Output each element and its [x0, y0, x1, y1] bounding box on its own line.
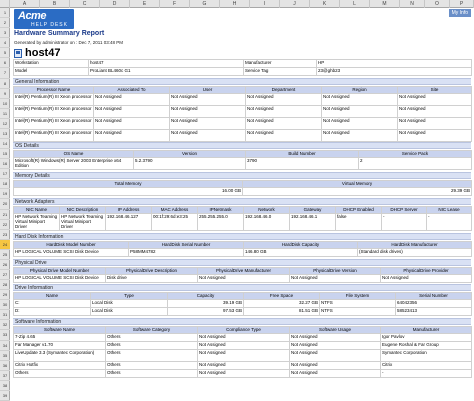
column-header: File System: [320, 293, 396, 300]
table-cell[interactable]: HP LOGICAL VOLUME SCSI Disk Device: [14, 275, 106, 283]
workstation-info-table: [13, 59, 472, 76]
row-header[interactable]: 6: [0, 58, 10, 68]
section-os: OS Details: [13, 142, 471, 149]
table-cell[interactable]: 29.39 GB: [243, 188, 472, 196]
col-header[interactable]: K: [310, 0, 340, 8]
table-cell[interactable]: Local Disk: [91, 308, 168, 316]
table-cell[interactable]: Disk drive: [106, 275, 198, 283]
col-header[interactable]: I: [250, 0, 280, 8]
os-details-table: [13, 150, 472, 170]
table-cell[interactable]: Not Assigned: [94, 106, 170, 118]
column-header: HardDisk Capacity: [244, 242, 358, 249]
table-cell[interactable]: Not Assigned: [246, 94, 322, 106]
col-header[interactable]: L: [340, 0, 370, 8]
row-header[interactable]: 31: [0, 310, 10, 320]
table-cell[interactable]: LiveUpdate 3.3 (Symantec Corporation): [14, 350, 106, 362]
column-header: Version: [134, 151, 246, 158]
table-cell[interactable]: Not Assigned: [198, 362, 290, 370]
row-header[interactable]: 35: [0, 351, 10, 361]
table-cell[interactable]: (Standard disk drives): [358, 249, 472, 257]
section-general: General Information: [13, 78, 471, 85]
table-cell[interactable]: 39.19 GB: [168, 300, 244, 308]
table-row: [14, 249, 472, 257]
logo-brand: Acme: [18, 10, 46, 22]
physical-drive-table: [13, 267, 472, 283]
table-cell[interactable]: 255.255.255.0: [198, 214, 244, 231]
column-header: MAC Address: [152, 207, 198, 214]
table-cell[interactable]: Others: [106, 362, 198, 370]
memory-details-table: [13, 180, 472, 196]
col-header[interactable]: D: [100, 0, 130, 8]
value-cell[interactable]: 23@ghb23: [317, 68, 472, 76]
label-cell: Workstation: [14, 60, 89, 68]
column-header: Site: [398, 87, 472, 94]
table-cell[interactable]: Others: [14, 370, 106, 378]
row-header[interactable]: 24: [0, 240, 10, 250]
table-cell[interactable]: Igor Pavlov: [381, 334, 472, 342]
table-header-row: [14, 207, 472, 214]
column-header: Service Pack: [359, 151, 472, 158]
table-cell[interactable]: 192.168.46.127: [106, 214, 152, 231]
table-cell[interactable]: Others: [106, 334, 198, 342]
table-header-row: [14, 242, 472, 249]
table-cell[interactable]: Intel(R) Pentium(R) III Xeon processor: [14, 118, 94, 130]
network-adapters-table: [13, 206, 472, 231]
row-header[interactable]: 28: [0, 280, 10, 290]
table-row: [14, 60, 472, 68]
column-header: HardDisk Model Number: [14, 242, 129, 249]
column-header: PhysicalDrive Manufacturer: [198, 268, 290, 275]
label-cell: Manufacturer: [244, 60, 317, 68]
table-cell[interactable]: 7-Zip 4.65: [14, 334, 106, 342]
table-row: [14, 370, 472, 378]
column-header: Capacity: [168, 293, 244, 300]
table-cell[interactable]: 81.51 GB: [244, 308, 320, 316]
table-cell[interactable]: Symantec Corporation: [381, 350, 472, 362]
row-header[interactable]: 9: [0, 89, 10, 99]
table-cell[interactable]: 32.27 GB: [244, 300, 320, 308]
row-header[interactable]: 19: [0, 189, 10, 199]
row-header[interactable]: 14: [0, 139, 10, 149]
table-row: [14, 334, 472, 342]
table-row: [14, 275, 472, 283]
col-header[interactable]: M: [370, 0, 400, 8]
row-header[interactable]: 7: [0, 68, 10, 78]
table-cell[interactable]: Not Assigned: [290, 275, 381, 283]
table-header-row: [14, 181, 472, 188]
table-cell[interactable]: 146.80 GB: [244, 249, 358, 257]
column-header: NIC Lease: [427, 207, 472, 214]
table-cell[interactable]: Not Assigned: [398, 118, 472, 130]
col-header[interactable]: B: [40, 0, 70, 8]
table-cell[interactable]: Not Assigned: [290, 334, 381, 342]
table-cell[interactable]: Not Assigned: [246, 118, 322, 130]
column-header: Serial Number: [396, 293, 472, 300]
table-cell[interactable]: Not Assigned: [398, 106, 472, 118]
row-header[interactable]: 1: [0, 8, 10, 18]
row-header[interactable]: 20: [0, 199, 10, 209]
row-header[interactable]: 34: [0, 341, 10, 351]
table-row: [14, 214, 472, 231]
table-cell[interactable]: 00:1f:29:6d:e3:25: [152, 214, 198, 231]
column-header: Build Number: [246, 151, 359, 158]
table-cell[interactable]: Others: [106, 350, 198, 362]
table-row: [14, 308, 472, 316]
value-cell[interactable]: ProLiant BL460c G1: [89, 68, 244, 76]
table-cell[interactable]: Far Manager v1.70: [14, 342, 106, 350]
table-cell[interactable]: Not Assigned: [290, 362, 381, 370]
table-cell[interactable]: Not Assigned: [398, 130, 472, 142]
computer-icon: [14, 49, 22, 58]
table-cell[interactable]: Intel(R) Pentium(R) III Xeon processor: [14, 130, 94, 142]
label-cell: Service Tag: [244, 68, 317, 76]
column-header: HardDisk Serial Number: [129, 242, 244, 249]
value-cell[interactable]: HP: [317, 60, 472, 68]
col-header[interactable]: C: [70, 0, 100, 8]
column-header: Network: [244, 207, 290, 214]
column-header: DHCP Server: [382, 207, 427, 214]
col-header[interactable]: O: [425, 0, 450, 8]
col-header[interactable]: A: [10, 0, 40, 8]
table-cell[interactable]: Intel(R) Pentium(R) III Xeon processor: [14, 94, 94, 106]
section-memory: Memory Details: [13, 172, 471, 179]
column-header: Software Name: [14, 327, 106, 334]
row-header[interactable]: 12: [0, 119, 10, 129]
row-header[interactable]: 23: [0, 230, 10, 240]
row-header[interactable]: 26: [0, 260, 10, 270]
table-cell[interactable]: Not Assigned: [198, 275, 290, 283]
table-cell[interactable]: NTFS: [320, 300, 396, 308]
table-cell[interactable]: 64042356: [396, 300, 472, 308]
table-cell[interactable]: 5.2.3790: [134, 158, 246, 170]
table-row: [14, 342, 472, 350]
row-header[interactable]: 21: [0, 210, 10, 220]
table-row: [14, 158, 472, 170]
table-cell[interactable]: Not Assigned: [94, 118, 170, 130]
host-name: host47: [25, 47, 61, 59]
table-cell[interactable]: Not Assigned: [290, 342, 381, 350]
col-header[interactable]: P: [450, 0, 474, 8]
col-header[interactable]: E: [130, 0, 160, 8]
table-cell[interactable]: NTFS: [320, 308, 396, 316]
column-header: NIC Name: [14, 207, 60, 214]
column-header: IP Address: [106, 207, 152, 214]
table-cell[interactable]: Others: [106, 370, 198, 378]
table-row: [14, 94, 472, 106]
col-header[interactable]: G: [190, 0, 220, 8]
table-cell[interactable]: Not Assigned: [322, 106, 398, 118]
row-header[interactable]: 33: [0, 330, 10, 340]
column-header: Name: [14, 293, 91, 300]
column-header: Associated To: [94, 87, 170, 94]
row-header[interactable]: 2: [0, 18, 10, 28]
table-row: [14, 130, 472, 142]
table-cell[interactable]: Not Assigned: [246, 130, 322, 142]
row-header[interactable]: 36: [0, 361, 10, 371]
table-cell[interactable]: -: [381, 370, 472, 378]
col-header[interactable]: F: [160, 0, 190, 8]
table-header-row: [14, 327, 472, 334]
row-header[interactable]: 38: [0, 381, 10, 391]
harddisk-table: [13, 241, 472, 257]
table-header-row: [14, 87, 472, 94]
table-cell[interactable]: Not Assigned: [170, 130, 246, 142]
label-cell: Model: [14, 68, 89, 76]
table-cell[interactable]: Local Disk: [91, 300, 168, 308]
table-cell[interactable]: false: [336, 214, 382, 231]
column-header: Compliance Type: [198, 327, 290, 334]
row-header-bar: [0, 8, 10, 401]
section-physical: Physical Drive: [13, 259, 471, 266]
table-cell[interactable]: Not Assigned: [322, 130, 398, 142]
table-cell[interactable]: -: [427, 214, 472, 231]
table-cell[interactable]: 192.168.46.1: [290, 214, 336, 231]
table-cell[interactable]: 2: [359, 158, 472, 170]
row-header[interactable]: 30: [0, 300, 10, 310]
table-cell[interactable]: Not Assigned: [170, 106, 246, 118]
table-cell[interactable]: Microsoft(R) Windows(R) Server 2003 Enterprise x64 Edition: [14, 158, 134, 170]
col-header[interactable]: H: [220, 0, 250, 8]
table-cell[interactable]: Not Assigned: [198, 334, 290, 342]
column-header: IPNetmask: [198, 207, 244, 214]
row-header[interactable]: 27: [0, 270, 10, 280]
column-header: PhysicalDrive Description: [106, 268, 198, 275]
row-header[interactable]: 13: [0, 129, 10, 139]
table-cell[interactable]: Eugene Roshal & Far Group: [381, 342, 472, 350]
drive-info-table: [13, 292, 472, 316]
column-header: Software Usage: [290, 327, 381, 334]
row-header[interactable]: 16: [0, 159, 10, 169]
table-row: [14, 106, 472, 118]
column-header: Manufacturer: [381, 327, 472, 334]
table-cell[interactable]: -: [382, 214, 427, 231]
column-header: PhysicalDrive Version: [290, 268, 381, 275]
row-header[interactable]: 17: [0, 169, 10, 179]
section-software: Software Information: [13, 318, 471, 325]
row-header[interactable]: 11: [0, 109, 10, 119]
row-header[interactable]: 8: [0, 79, 10, 89]
table-cell[interactable]: 192.168.46.0: [244, 214, 290, 231]
table-cell[interactable]: HP Network Teaming Virtual Miniport Driver: [60, 214, 106, 231]
table-cell[interactable]: 16.00 GB: [14, 188, 243, 196]
table-row: [14, 188, 472, 196]
select-all-corner[interactable]: [0, 0, 10, 8]
table-row: [14, 362, 472, 370]
table-cell[interactable]: Citrix: [381, 362, 472, 370]
column-header: OS Name: [14, 151, 134, 158]
logo-sub: HELP DESK: [31, 22, 68, 28]
row-header[interactable]: 37: [0, 371, 10, 381]
table-cell[interactable]: C:: [14, 300, 91, 308]
section-network: Network Adapters: [13, 198, 471, 205]
section-harddisk: Hard Disk Information: [13, 233, 471, 240]
table-cell[interactable]: 97.53 GB: [168, 308, 244, 316]
generated-by: Generated by administrator on : Dec 7, 2011 03:48 PM: [14, 40, 123, 45]
column-header: PhysicalDrive Provider: [381, 268, 472, 275]
table-cell[interactable]: Not Assigned: [322, 94, 398, 106]
column-header: Gateway: [290, 207, 336, 214]
column-header: Virtual Memory: [243, 181, 472, 188]
acme-logo: [14, 9, 74, 29]
table-header-row: [14, 293, 472, 300]
column-header: Software Category: [106, 327, 198, 334]
table-cell[interactable]: Not Assigned: [246, 106, 322, 118]
column-header: Processor Name: [14, 87, 94, 94]
table-cell[interactable]: Not Assigned: [381, 275, 472, 283]
table-cell[interactable]: Not Assigned: [398, 94, 472, 106]
table-cell[interactable]: Not Assigned: [290, 350, 381, 362]
table-cell[interactable]: Not Assigned: [94, 94, 170, 106]
table-header-row: [14, 151, 472, 158]
table-cell[interactable]: 58523413: [396, 308, 472, 316]
table-row: [14, 118, 472, 130]
report-sheet: [11, 8, 473, 401]
table-row: [14, 300, 472, 308]
table-cell[interactable]: P58MM4782: [129, 249, 244, 257]
column-header-bar: [0, 0, 474, 8]
row-header[interactable]: 10: [0, 99, 10, 109]
report-title: Hardware Summary Report: [14, 30, 105, 37]
column-header: Total Memory: [14, 181, 243, 188]
table-row: [14, 350, 472, 362]
column-header: Region: [322, 87, 398, 94]
column-header: Type: [91, 293, 168, 300]
table-cell[interactable]: Others: [106, 342, 198, 350]
row-header[interactable]: 29: [0, 290, 10, 300]
table-cell[interactable]: HP LOGICAL VOLUME SCSI Disk Device: [14, 249, 129, 257]
column-header: DHCP Enabled: [336, 207, 382, 214]
my-info-link[interactable]: My Info: [449, 9, 471, 17]
table-cell[interactable]: Not Assigned: [94, 130, 170, 142]
software-info-table: [13, 326, 472, 378]
column-header: User: [170, 87, 246, 94]
row-header[interactable]: 32: [0, 320, 10, 330]
column-header: Department: [246, 87, 322, 94]
row-header[interactable]: 5: [0, 48, 10, 58]
table-cell[interactable]: Not Assigned: [290, 370, 381, 378]
table-header-row: [14, 268, 472, 275]
table-cell[interactable]: Not Assigned: [198, 370, 290, 378]
value-cell[interactable]: host47: [89, 60, 244, 68]
row-header[interactable]: 25: [0, 250, 10, 260]
row-header[interactable]: 3: [0, 28, 10, 38]
table-cell[interactable]: Not Assigned: [170, 118, 246, 130]
col-header[interactable]: J: [280, 0, 310, 8]
column-header: HardDisk Manufacturer: [358, 242, 472, 249]
table-cell[interactable]: Not Assigned: [170, 94, 246, 106]
table-cell[interactable]: Not Assigned: [198, 342, 290, 350]
general-info-table: [13, 86, 472, 142]
col-header[interactable]: N: [400, 0, 425, 8]
table-cell[interactable]: Not Assigned: [322, 118, 398, 130]
section-drive: Drive Information: [13, 284, 471, 291]
column-header: Free Space: [244, 293, 320, 300]
row-header[interactable]: 18: [0, 179, 10, 189]
table-cell[interactable]: D:: [14, 308, 91, 316]
column-header: Physical Drive Model Number: [14, 268, 106, 275]
row-header[interactable]: 4: [0, 38, 10, 48]
column-header: NIC Description: [60, 207, 106, 214]
table-cell[interactable]: HP Network Teaming Virtual Miniport Driver: [14, 214, 60, 231]
row-header[interactable]: 22: [0, 220, 10, 230]
row-header[interactable]: 15: [0, 149, 10, 159]
table-cell[interactable]: Not Assigned: [198, 350, 290, 362]
table-cell[interactable]: Intel(R) Pentium(R) III Xeon processor: [14, 106, 94, 118]
table-cell[interactable]: 3790: [246, 158, 359, 170]
table-cell[interactable]: Citrix Hotfix: [14, 362, 106, 370]
table-row: [14, 68, 472, 76]
row-header[interactable]: 39: [0, 391, 10, 401]
